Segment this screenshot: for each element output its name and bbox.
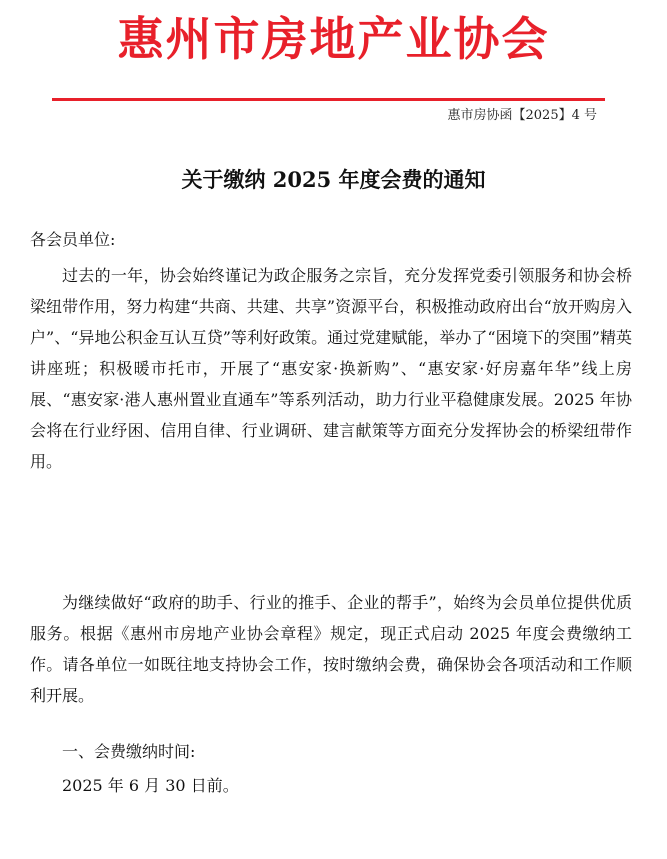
document-number: 惠市房协函【2025】4 号 <box>447 108 597 123</box>
section-body-payment-deadline: 2025 年 6 月 30 日前。 <box>62 776 239 795</box>
letterhead-red-divider <box>52 98 605 101</box>
section-heading-payment-time: 一、会费缴纳时间: <box>62 742 196 761</box>
letterhead-organization-name: 惠州市房地产业协会 <box>117 12 550 66</box>
notice-title: 关于缴纳 2025 年度会费的通知 <box>181 167 486 192</box>
body-paragraph-review: 过去的一年，协会始终谨记为政企服务之宗旨，充分发挥党委引领服务和协会桥梁纽带作用，努力构建“共商、共建、共享”资源平台，积极推动政府出台“放开购房入户”、“异地公积金互认互贷”等利好政策。通过党建赋能，举办了“困境下的突围”精英讲座班；积极暖市托市，开展了“惠安家·换新购”、“惠安家·好房嘉年华”线上房展、“惠安家·港人惠州置业直通车”等系列活动，助力行业平稳健康发展。2025 年协会将在行业纾困、信用自律、行业调研、建言献策等方面充分发挥协会的桥梁纽带作用。 <box>30 266 632 471</box>
salutation: 各会员单位: <box>30 230 116 249</box>
body-paragraph-launch: 为继续做好“政府的助手、行业的推手、企业的帮手”，始终为会员单位提供优质服务。根据《惠州市房地产业协会章程》规定，现正式启动 2025 年度会费缴纳工作。请各单位一如既往地支持协会工作，按时缴纳会费，确保协会各项活动和工作顺利开展。 <box>30 593 632 705</box>
